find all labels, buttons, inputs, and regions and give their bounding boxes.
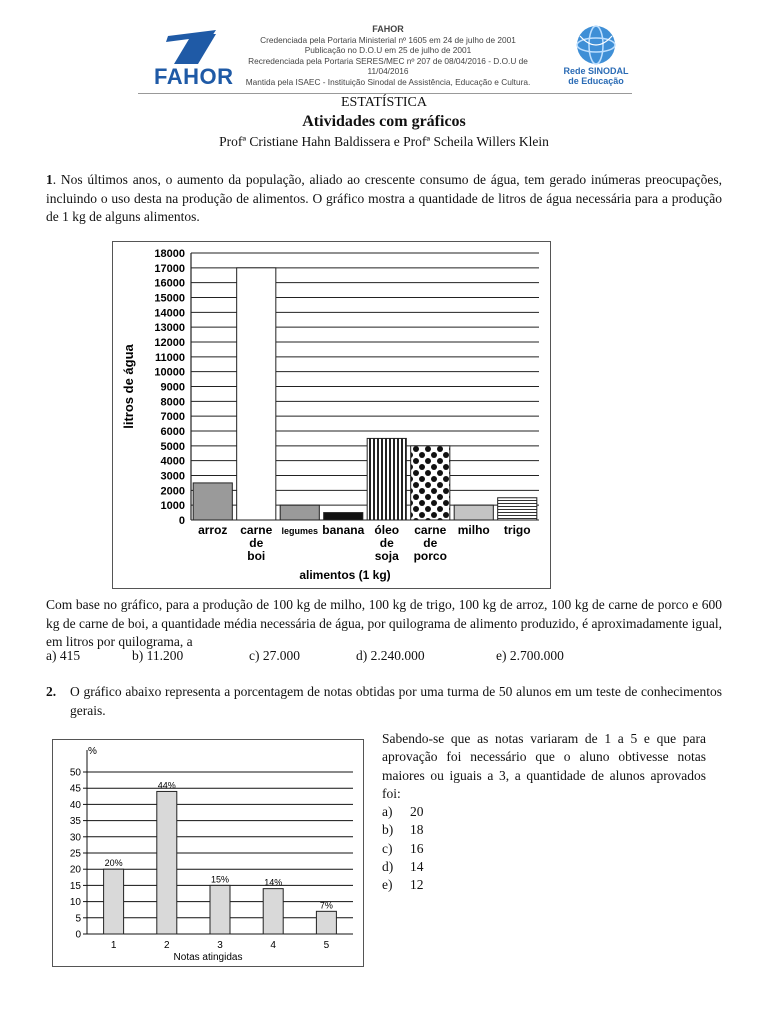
authors-line: Profª Cristiane Hahn Baldissera e Profª Scheila Willers Klein <box>219 134 549 149</box>
x-tick-label: arroz <box>198 523 228 537</box>
header-line: Credenciada pela Portaria Ministerial nº 1605 em 24 de julho de 2001 <box>260 34 516 45</box>
q2-option-c[interactable] <box>382 840 706 858</box>
y-tick-label: 15000 <box>154 292 185 305</box>
q2-option-label: c) <box>382 840 393 856</box>
question-1-number: 1 <box>46 172 53 187</box>
water-usage-chart <box>112 241 551 589</box>
y-tick-label: 12000 <box>154 337 185 349</box>
data-label: 15% <box>210 874 230 885</box>
water-usage-chart-svg <box>113 242 550 588</box>
y-tick-label: 0 <box>178 515 185 527</box>
question-2-options <box>382 803 706 894</box>
y-tick-label: 10 <box>69 897 81 909</box>
bar-3 <box>210 885 230 934</box>
institution-header <box>238 24 538 88</box>
x-tick-label: banana <box>322 523 365 537</box>
y-tick-label: 0 <box>75 929 81 941</box>
y-tick-label: 40 <box>69 799 81 811</box>
y-tick-label: 50 <box>69 767 81 779</box>
question-2-prompt: Sabendo-se que as notas variaram de 1 a 5 e que para aprovação foi necessário que o aluno obtivesse notas maiores ou iguais a 3, a quantidade de alunos aprovados foi: <box>382 731 706 801</box>
bar-1 <box>193 483 232 520</box>
y-tick-label: 35 <box>69 816 81 828</box>
q1-option-b[interactable]: b) 11.200 <box>132 648 184 663</box>
bar-4 <box>324 513 363 520</box>
bar-8 <box>498 498 537 520</box>
x-tick-label: soja <box>374 549 399 563</box>
y-tick-label: 7000 <box>160 411 185 424</box>
x-tick-label: boi <box>247 549 266 563</box>
header-divider <box>138 93 632 94</box>
y-tick-label: 15 <box>69 880 81 892</box>
q2-option-d[interactable] <box>382 858 706 876</box>
bar-7 <box>454 505 493 520</box>
q2-option-label: b) <box>382 822 394 838</box>
q2-option-value: 20 <box>410 804 424 820</box>
x-tick-label: milho <box>457 523 490 537</box>
y-tick-label: 18000 <box>154 248 185 260</box>
y-tick-label: 45 <box>69 783 81 795</box>
bar-5 <box>367 438 406 520</box>
q2-option-value: 18 <box>410 822 424 838</box>
q1-option-d[interactable]: d) 2.240.000 <box>356 648 425 663</box>
q2-option-label: d) <box>382 859 394 875</box>
question-1-statement <box>46 171 722 227</box>
bar-4 <box>263 889 283 934</box>
x-axis-title: Notas atingidas <box>173 952 243 963</box>
data-label: 44% <box>157 780 176 791</box>
question-1-options <box>46 648 722 666</box>
sinodal-logo-line: Rede SINODAL <box>563 66 629 76</box>
bar-1 <box>104 869 124 934</box>
bar-6 <box>411 446 450 520</box>
grades-chart <box>52 739 364 967</box>
q2-option-value: 16 <box>410 840 424 856</box>
q2-option-a[interactable] <box>382 803 706 821</box>
y-tick-label: 16000 <box>154 277 185 290</box>
question-2-number: 2. <box>46 684 57 699</box>
question-2-statement <box>46 683 722 720</box>
x-tick-label: de <box>379 536 394 550</box>
q1-option-c[interactable]: c) 27.000 <box>249 648 300 663</box>
y-tick-label: 10000 <box>154 366 185 379</box>
q1-option-a[interactable]: a) 415 <box>46 648 81 663</box>
bar-2 <box>157 791 177 934</box>
x-tick-label: de <box>249 536 264 550</box>
q2-option-label: a) <box>382 804 393 820</box>
x-tick-label: legumes <box>281 526 319 536</box>
subject-heading: ESTATÍSTICA <box>341 95 427 110</box>
q2-option-e[interactable] <box>382 876 706 894</box>
y-tick-label: 4000 <box>160 455 185 468</box>
q2-option-label: e) <box>382 877 393 893</box>
bar-3 <box>280 505 319 520</box>
sinodal-logo-line: de Educação <box>568 76 624 86</box>
x-tick-label: 5 <box>323 940 330 951</box>
x-tick-label: 1 <box>110 940 117 951</box>
data-label: 7% <box>319 900 333 911</box>
y-tick-label: 20 <box>69 864 81 876</box>
y-tick-label: 5000 <box>160 440 185 453</box>
question-2-side-panel <box>382 730 706 895</box>
fahor-swoosh-icon <box>152 26 232 66</box>
x-tick-label: carne <box>414 523 447 537</box>
x-tick-label: 4 <box>270 940 276 951</box>
fahor-logo-text: FAHOR <box>154 64 234 89</box>
x-tick-label: de <box>423 536 438 550</box>
y-tick-label: 8000 <box>160 396 185 409</box>
q2-option-value: 14 <box>410 859 424 875</box>
y-tick-label: 25 <box>69 848 81 860</box>
y-tick-label: 11000 <box>155 351 185 364</box>
bar-2 <box>237 268 276 520</box>
x-tick-label: 2 <box>164 940 170 951</box>
page-title: Atividades com gráficos <box>302 113 466 130</box>
fahor-logo <box>152 26 232 90</box>
q2-option-value: 12 <box>410 877 424 893</box>
x-tick-label: porco <box>413 549 447 563</box>
y-tick-label: 17000 <box>154 262 185 275</box>
x-tick-label: trigo <box>503 523 531 537</box>
question-1-prompt: Com base no gráfico, para a produção de 100 kg de milho, 100 kg de trigo, 100 kg de arroz, 100 kg de carne de porco e 600 kg de carne de boi, a quantidade média necessária de água, por quilograma de alimento produzido, é aproximadamente igual, em litros por quilograma, a <box>46 597 722 649</box>
y-tick-label: 30 <box>69 832 81 844</box>
x-axis-title: alimentos (1 kg) <box>299 568 391 582</box>
grades-chart-svg <box>53 740 363 966</box>
y-tick-label: 2000 <box>160 485 185 498</box>
q1-option-e[interactable]: e) 2.700.000 <box>496 648 564 663</box>
y-tick-label: 13000 <box>154 322 185 335</box>
y-tick-label: 1000 <box>160 500 185 513</box>
question-1-text: . Nos últimos anos, o aumento da população, aliado ao crescente consumo de água, tem gerado inúmeras preocupações, incluindo o uso desta na produção de alimentos. O gráfico mostra a quantidade de litros de água necessária para a produção de 1 kg de alguns alimentos. <box>46 172 722 224</box>
y-axis-title: % <box>88 746 97 757</box>
globe-icon <box>560 24 632 66</box>
data-label: 20% <box>104 858 123 869</box>
x-tick-label: 3 <box>217 940 223 951</box>
header-line: Recredenciada pela Portaria SERES/MEC nº 207 de 08/04/2016 - D.O.U de 11/04/2016 <box>248 55 528 77</box>
x-tick-label: óleo <box>374 523 400 537</box>
header-line: Mantida pela ISAEC - Instituição Sinodal de Assistência, Educação e Cultura. <box>245 76 531 87</box>
x-tick-label: carne <box>240 523 273 537</box>
y-tick-label: 14000 <box>154 307 185 320</box>
y-tick-label: 3000 <box>160 470 185 483</box>
bar-5 <box>316 911 336 934</box>
header-line: Publicação no D.O.U em 25 de julho de 2001 <box>304 45 472 56</box>
rede-sinodal-logo <box>560 24 632 94</box>
y-tick-label: 9000 <box>160 381 185 394</box>
y-tick-label: 5 <box>75 913 81 925</box>
y-axis-title: litros de água <box>121 344 136 429</box>
header-line: FAHOR <box>372 24 404 34</box>
y-tick-label: 6000 <box>160 426 185 438</box>
data-label: 14% <box>264 877 283 888</box>
q2-option-b[interactable] <box>382 821 706 839</box>
question-2-text: O gráfico abaixo representa a porcentagem de notas obtidas por uma turma de 50 alunos em um teste de conhecimentos gerais. <box>70 684 722 718</box>
